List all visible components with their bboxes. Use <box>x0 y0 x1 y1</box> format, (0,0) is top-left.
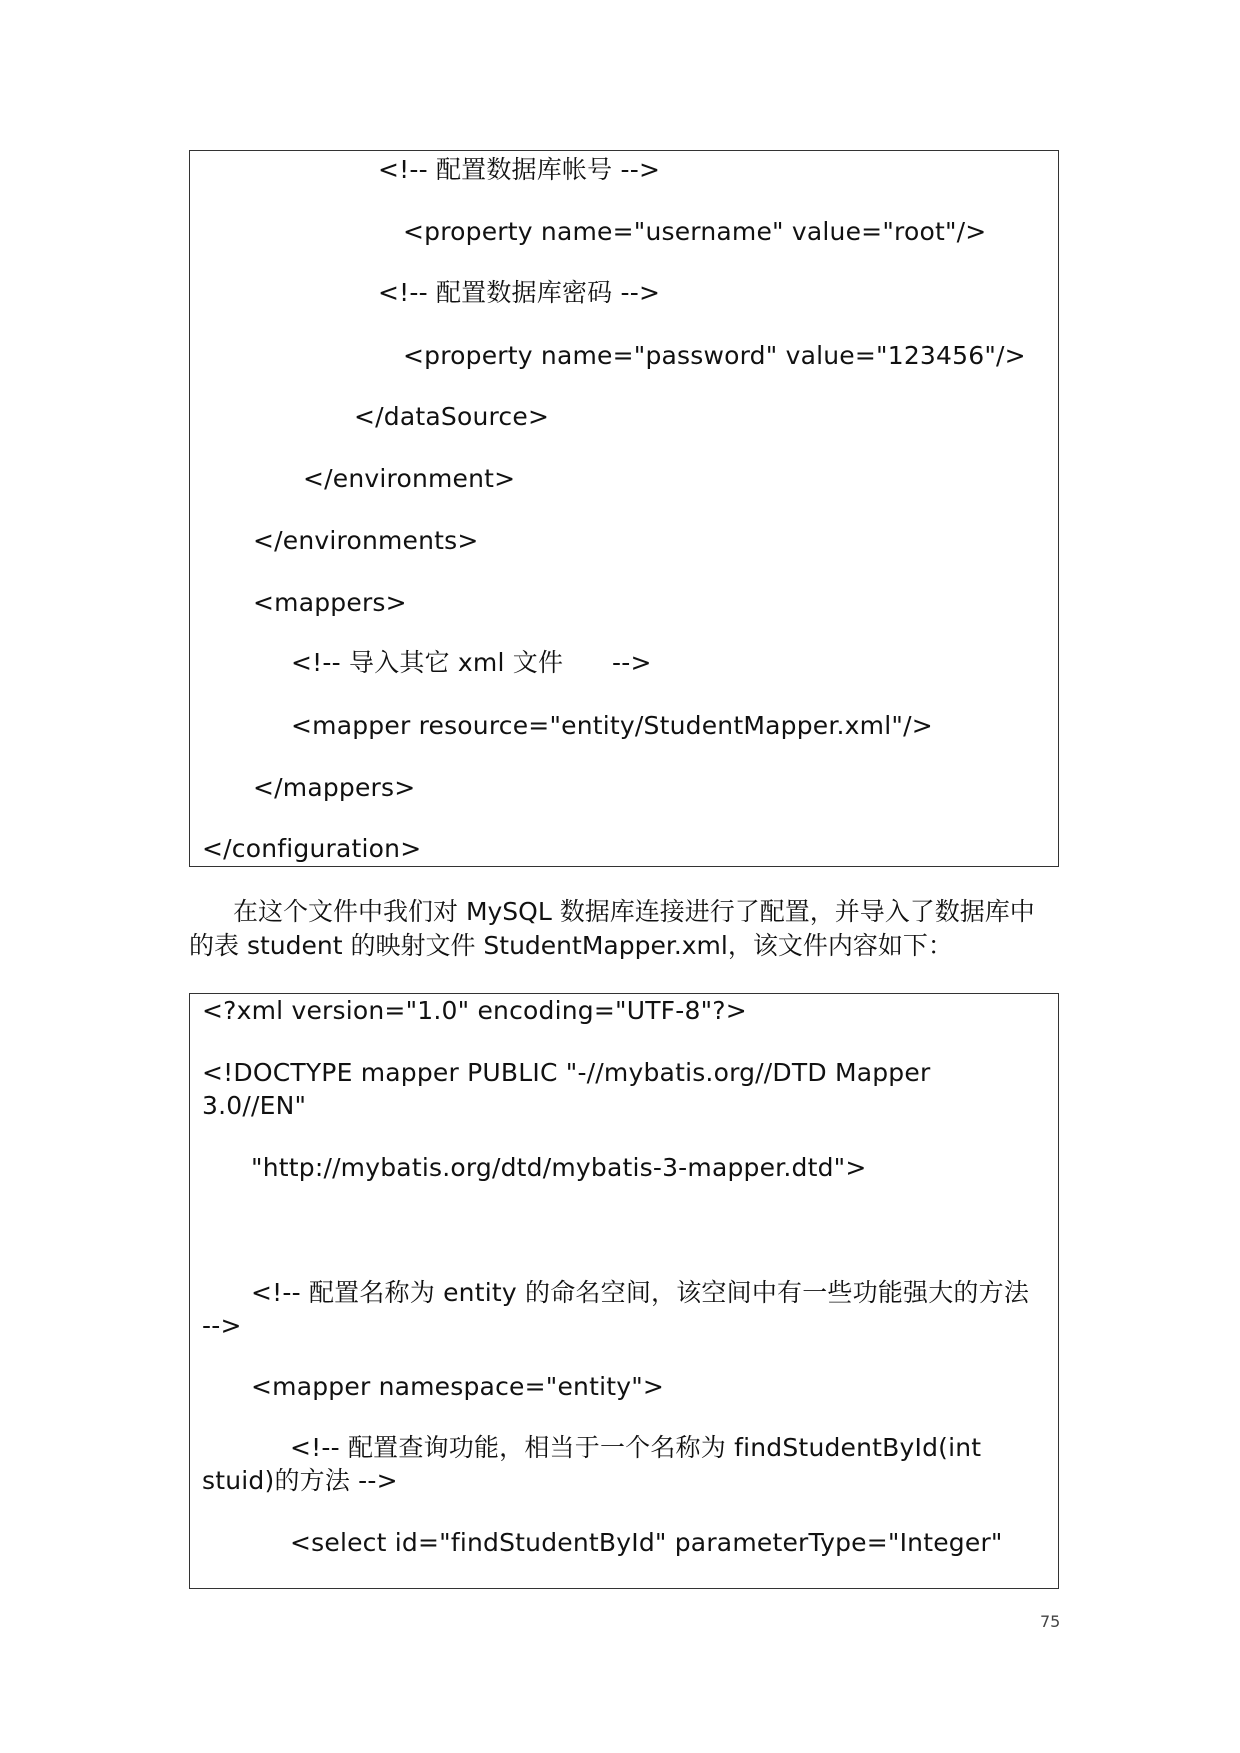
code-line: <!-- 配置数据库密码 --> <box>378 278 661 307</box>
code-line: <mapper resource="entity/StudentMapper.xml"/> <box>291 711 933 740</box>
page-number: 75 <box>1040 1612 1061 1631</box>
code-line: <!-- 配置名称为 entity 的命名空间，该空间中有一些功能强大的方法 --> <box>202 1278 1030 1340</box>
code-line: </dataSource> <box>354 402 550 431</box>
code-line: <mappers> <box>253 588 407 617</box>
code-line: </configuration> <box>202 834 422 863</box>
code-line: </environments> <box>253 526 479 555</box>
code-line: <select id="findStudentById" parameterType="Integer" <box>290 1528 1003 1557</box>
code-line: <!-- 导入其它 xml 文件 --> <box>291 648 652 677</box>
code-line: <property name="username" value="root"/> <box>403 217 987 246</box>
code-line: <mapper namespace="entity"> <box>251 1372 665 1401</box>
code-block-config <box>189 150 1059 867</box>
code-line: <property name="password" value="123456"/> <box>403 341 1026 370</box>
code-line: "http://mybatis.org/dtd/mybatis-3-mapper.dtd"> <box>251 1153 867 1182</box>
code-block-mapper <box>189 993 1059 1589</box>
body-paragraph-line-2: 的表 student 的映射文件 StudentMapper.xml，该文件内容如下： <box>189 931 953 960</box>
code-line: <!-- 配置查询功能，相当于一个名称为 findStudentById(int stuid)的方法 --> <box>202 1433 982 1495</box>
body-paragraph-line-1: 在这个文件中我们对 MySQL 数据库连接进行了配置，并导入了数据库中 <box>233 897 1035 926</box>
code-line: <?xml version="1.0" encoding="UTF-8"?> <box>202 996 747 1025</box>
code-line: <!-- 配置数据库帐号 --> <box>378 155 661 184</box>
code-line: <!DOCTYPE mapper PUBLIC "-//mybatis.org//DTD Mapper 3.0//EN" <box>202 1058 931 1120</box>
code-line: </mappers> <box>253 773 416 802</box>
code-line: </environment> <box>303 464 516 493</box>
